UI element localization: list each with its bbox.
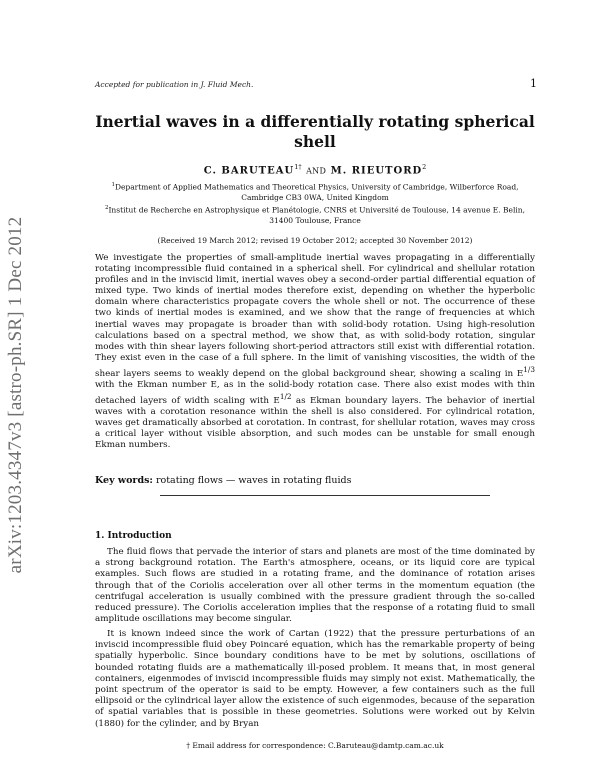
affiliation-mark: 1 [111,182,115,188]
affiliation-text: Department of Applied Mathematics and Theoretical Physics, University of Cambridge, Wilberforce Road, Cambridge CB3 0WA, United Kingdom [114,182,519,202]
received-dates: (Received 19 March 2012; revised 19 October 2012; accepted 30 November 2012) [157,236,473,245]
paper-title: Inertial waves in a differentially rotating spherical shell [95,112,535,151]
footnote: † Email address for correspondence: C.Baruteau@damtp.cam.ac.uk [186,741,444,750]
affiliation [100,180,530,204]
abstract-text: as Ekman boundary layers. The behavior of inertial waves with a corotation resonance within the shell is also considered. For cylindrical rotation, waves get dramatically absorbed at corotation. In contrast, for shellular rotation, waves may cross a critical layer without visible absorption, and such modes can be unstable for small enough Ekman numbers. [95,395,535,451]
keywords [95,475,535,486]
abstract-text: with the Ekman number E, as in the solid-body rotation case. There also exist modes with thin detached layers of width scaling with E [95,379,535,406]
section-heading: 1. Introduction [95,531,172,541]
affiliation-mark: 2 [104,205,109,211]
author-affiliation-mark: 2 [422,163,427,171]
abstract [95,253,535,451]
abstract-text: We investigate the properties of small-amplitude inertial waves propagating in a differentially rotating incompressible fluid contained in a spherical shell. For cylindrical and shellular rotation profiles and in the inviscid limit, inertial waves obey a second-order partial differential equation of mixed type. Two kinds of inertial modes therefore exist, depending on whether the hyperbolic domain where characteristics propagate covers the whole shell or not. The occurrence of these two kinds of inertial modes is examined, and we show that the range of frequencies at which inertial waves may propagate is broader than with solid-body rotation. Using high-resolution calculations based on a spectral method, we show that, as with solid-body rotation, singular modes with thin shear layers following short-period attractors still exist with differential rotation. They exist even in the case of a full sphere. In the limit of vanishing viscosities, the width of the shear layers seems to weakly depend on the global background shear, showing a scaling in E [95,253,535,379]
author-name: C. BARUTEAU [203,165,295,177]
running-head: Accepted for publication in J. Fluid Mech. [95,80,254,89]
affiliation [100,203,530,227]
page-number: 1 [530,77,537,90]
arxiv-identifier: arXiv:1203.4347v3 [astro-ph.SR] 1 Dec 2012 [5,216,26,574]
author-affiliation-mark: 1† [294,163,302,171]
exponent: 1/3 [523,364,535,374]
body-paragraph: It is known indeed since the work of Cartan (1922) that the pressure perturbations of an inviscid incompressible fluid obey Poincaré equation, which has the remarkable property of being spatially hyperbolic. Since boundary conditions have to be met by solutions, oscillations of bounded rotating fluids are a mathematically ill-posed problem. It means that, in most general containers, eigenmodes of inviscid incompressible fluids may simply not exist. Mathematically, the point spectrum of the operator is said to be empty. However, a few containers such as the full ellipsoid or the cylindrical layer allow the existence of such eigenmodes, because of the separation of spatial variables that is possible in these geometries. Solutions were worked out by Kelvin (1880) for the cylinder, and by Bryan [95,629,535,729]
divider-rule [160,495,490,496]
author-name: M. RIEUTORD [330,165,423,177]
exponent: 1/2 [279,392,292,402]
keywords-label: Key words: [95,475,153,486]
keywords-text: rotating flows — waves in rotating fluids [155,475,352,486]
author-conjunction: AND [306,166,327,176]
body-paragraph: The fluid flows that pervade the interior of stars and planets are most of the time dominated by a strong background rotation. The Earth's atmosphere, oceans, or its liquid core are typical examples. Such flows are studied in a rotating frame, and the dominance of rotation arises through that of the Coriolis acceleration over all other terms in the momentum equation (the centrifugal acceleration is usually combined with the pressure gradient through the so-called reduced pressure). The Coriolis acceleration implies that the response of a rotating fluid to small amplitude oscillations may become singular. [95,547,535,625]
author-line [95,163,535,176]
affiliation-text: Institut de Recherche en Astrophysique et Planétologie, CNRS et Université de Toulouse, 14 avenue E. Belin, 31400 Toulouse, France [108,205,526,225]
